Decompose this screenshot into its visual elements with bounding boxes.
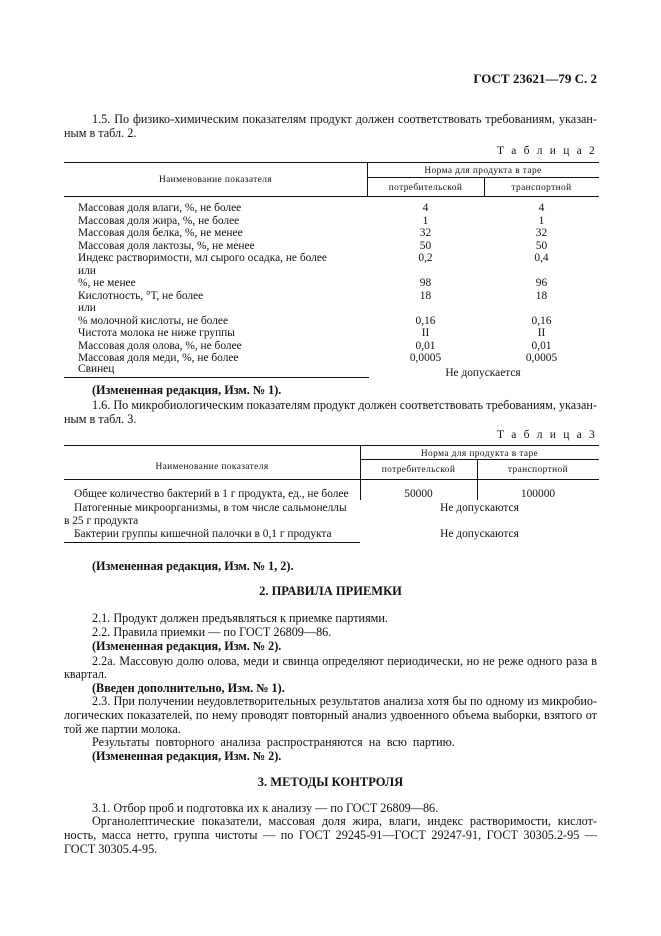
table2-cell-name: Массовая доля олова, %, не более <box>78 339 242 352</box>
table2-cell-transport: 96 <box>535 277 548 289</box>
table2-cell-consumer: 0,01 <box>415 339 436 352</box>
amendment-note-2b: (Измененная редакция, Изм. № 2). <box>92 749 282 763</box>
table2-col-transport: транспортной <box>511 183 572 193</box>
paragraph-1-5-line2: ным в табл. 2. <box>64 126 137 140</box>
table2-lead-value: Не допускается <box>445 367 521 379</box>
table2-cell-transport: 50 <box>535 239 548 252</box>
table2-cell-consumer: 32 <box>419 227 432 239</box>
table2-body <box>78 202 599 365</box>
paragraph-2-3-line1: 2.3. При получении неудовлетворительных результатов анализа хотя бы по одному из микробио- <box>92 694 597 708</box>
table3-col-consumer: потребительской <box>381 465 456 475</box>
table2-header-rule <box>64 196 599 197</box>
table2-cell-consumer: 0,2 <box>418 252 433 264</box>
paragraph-2-3-line3: той же партии молока. <box>64 722 181 736</box>
table2-cell-consumer: 1 <box>422 214 429 227</box>
table2-cell-transport: 0,0005 <box>525 352 558 364</box>
table2-cell-name: или <box>78 302 96 314</box>
amendment-note-1: (Измененная редакция, Изм. № 1). <box>92 383 282 397</box>
paragraph-3-1-line3: ность, масса нетто, группа чистоты — по ГОСТ 29245-91—ГОСТ 29247-91, ГОСТ 30305.2-95 — <box>64 828 597 842</box>
table3-col-transport: транспортной <box>507 465 569 475</box>
table2-cell-name: % молочной кислоты, не более <box>78 314 229 327</box>
table2-cell-consumer <box>367 265 484 278</box>
table2-cell-name: Чистота молока не ниже группы <box>78 327 235 339</box>
table2-row <box>78 327 599 340</box>
table2-row <box>78 290 599 303</box>
table3-row1-consumer: 50000 <box>404 488 433 500</box>
table3-caption: Т а б л и ц а 3 <box>496 429 597 441</box>
table2-row <box>78 215 599 228</box>
table2-cell-name: Массовая доля меди, %, не более <box>78 352 239 364</box>
paragraph-2-2a-line1: 2.2а. Массовую долю олова, меди и свинца определяют периодически, но не реже одного раза в <box>92 654 597 668</box>
table2-cell-consumer: II <box>421 327 430 339</box>
paragraph-2-3-results: Результаты повторного анализа распространяются на всю партию. <box>92 735 455 749</box>
section-3-title: 3. МЕТОДЫ КОНТРОЛЯ <box>257 775 404 789</box>
table2-bottom-rule <box>64 377 369 378</box>
table3-bottom-rule <box>64 542 360 543</box>
table3-row3-value: Не допускаются <box>440 528 519 540</box>
paragraph-3-1-line2: Органолептические показатели, массовая доля жира, влаги, индекс растворимости, кислот- <box>92 814 597 828</box>
table2-cell-transport: 0,01 <box>531 339 552 352</box>
table2-cell-consumer: 50 <box>419 239 432 252</box>
table2-row <box>78 202 599 215</box>
table2-row <box>78 315 599 328</box>
table2-row <box>78 240 599 253</box>
table3-row2-value: Не допускаются <box>440 502 519 514</box>
table2-col-consumer: потребительской <box>388 183 463 193</box>
amendment-note-2a: (Измененная редакция, Изм. № 2). <box>92 639 282 653</box>
table2-cell-transport <box>484 265 599 278</box>
table2-row <box>78 265 599 278</box>
table2-cell-name: Индекс растворимости, мл сырого осадка, не более <box>78 252 327 264</box>
table3-col-name: Наименование показателя <box>155 462 269 472</box>
table2-lead-name: Свинец <box>78 363 115 375</box>
paragraph-2-2: 2.2. Правила приемки — по ГОСТ 26809—86. <box>92 625 332 639</box>
table2-cell-name: Массовая доля лактозы, %, не менее <box>78 239 255 252</box>
table3-header-rule <box>64 479 599 480</box>
table2-cell-transport: 4 <box>538 202 545 214</box>
table2-cell-transport: 18 <box>535 289 548 302</box>
table2-cell-transport <box>484 302 599 315</box>
table3-row1-name: Общее количество бактерий в 1 г продукта, ед., не более <box>74 488 349 500</box>
paragraph-2-1: 2.1. Продукт должен предъявляться к приемке партиями. <box>92 611 388 625</box>
table2-cell-transport: 0,16 <box>531 314 552 327</box>
paragraph-1-6-line1: 1.6. По микробиологическим показателям продукт должен соответствовать требованиям, указан- <box>92 398 597 412</box>
table2-row <box>78 252 599 265</box>
table3-row2-name-line1: Патогенные микроорганизмы, в том числе сальмонеллы <box>74 502 347 514</box>
section-2-title: 2. ПРАВИЛА ПРИЕМКИ <box>259 584 402 598</box>
table2-row <box>78 302 599 315</box>
table2-cell-name: %, не менее <box>78 277 136 289</box>
table2-cell-consumer <box>367 302 484 315</box>
table3-row2-name-line2: в 25 г продукта <box>64 515 139 527</box>
table3-col-norm: Норма для продукта в таре <box>420 449 539 459</box>
paragraph-3-1-line4: ГОСТ 30305.4-95. <box>64 842 158 856</box>
table2-caption: Т а б л и ц а 2 <box>496 145 597 157</box>
table2-cell-name: Массовая доля белка, %, не менее <box>78 227 243 239</box>
table2-top-rule <box>64 162 599 163</box>
paragraph-1-5-line1: 1.5. По физико-химическим показателям продукт должен соответствовать требованиям, указан- <box>92 112 597 126</box>
table3-top-rule <box>64 445 599 446</box>
table2-cell-transport: 0,4 <box>534 252 549 264</box>
table2-row <box>78 340 599 353</box>
table2-col-name: Наименование показателя <box>158 175 273 185</box>
amendment-note-1-2: (Измененная редакция, Изм. № 1, 2). <box>92 559 294 573</box>
paragraph-2-3-line2: логических показателей, по нему проводят повторный анализ удвоенного объема выборки, взятого от <box>64 708 597 722</box>
table2-cell-transport: 1 <box>538 214 545 227</box>
paragraph-1-6-line2: ным в табл. 3. <box>64 412 137 426</box>
table2-cell-transport: II <box>537 327 546 339</box>
table2-cell-consumer: 18 <box>419 289 432 302</box>
table2-row <box>78 352 599 365</box>
table2-cell-name: Массовая доля жира, %, не более <box>78 214 240 227</box>
table2-col-norm: Норма для продукта в таре <box>424 166 542 176</box>
added-note-1: (Введен дополнительно, Изм. № 1). <box>92 681 285 695</box>
paragraph-3-1: 3.1. Отбор проб и подготовка их к анализу — по ГОСТ 26809—86. <box>92 801 439 815</box>
table2-cell-consumer: 98 <box>419 277 432 289</box>
paragraph-2-2a-line2: квартал. <box>64 667 107 681</box>
document-header: ГОСТ 23621—79 С. 2 <box>473 71 597 86</box>
table3-row3-name: Бактерии группы кишечной палочки в 0,1 г продукта <box>74 528 332 540</box>
table3-row1-transport: 100000 <box>520 488 556 500</box>
table2-row <box>78 227 599 240</box>
table2-cell-name: Массовая доля влаги, %, не более <box>78 202 242 214</box>
table2-cell-consumer: 0,16 <box>415 314 436 327</box>
table2-cell-consumer: 4 <box>422 202 429 214</box>
table2-cell-name: Кислотность, °Т, не более <box>78 289 204 302</box>
table2-cell-consumer: 0,0005 <box>409 352 442 364</box>
table2-row <box>78 277 599 290</box>
table2-cell-name: или <box>78 264 96 277</box>
table2-cell-transport: 32 <box>535 227 548 239</box>
